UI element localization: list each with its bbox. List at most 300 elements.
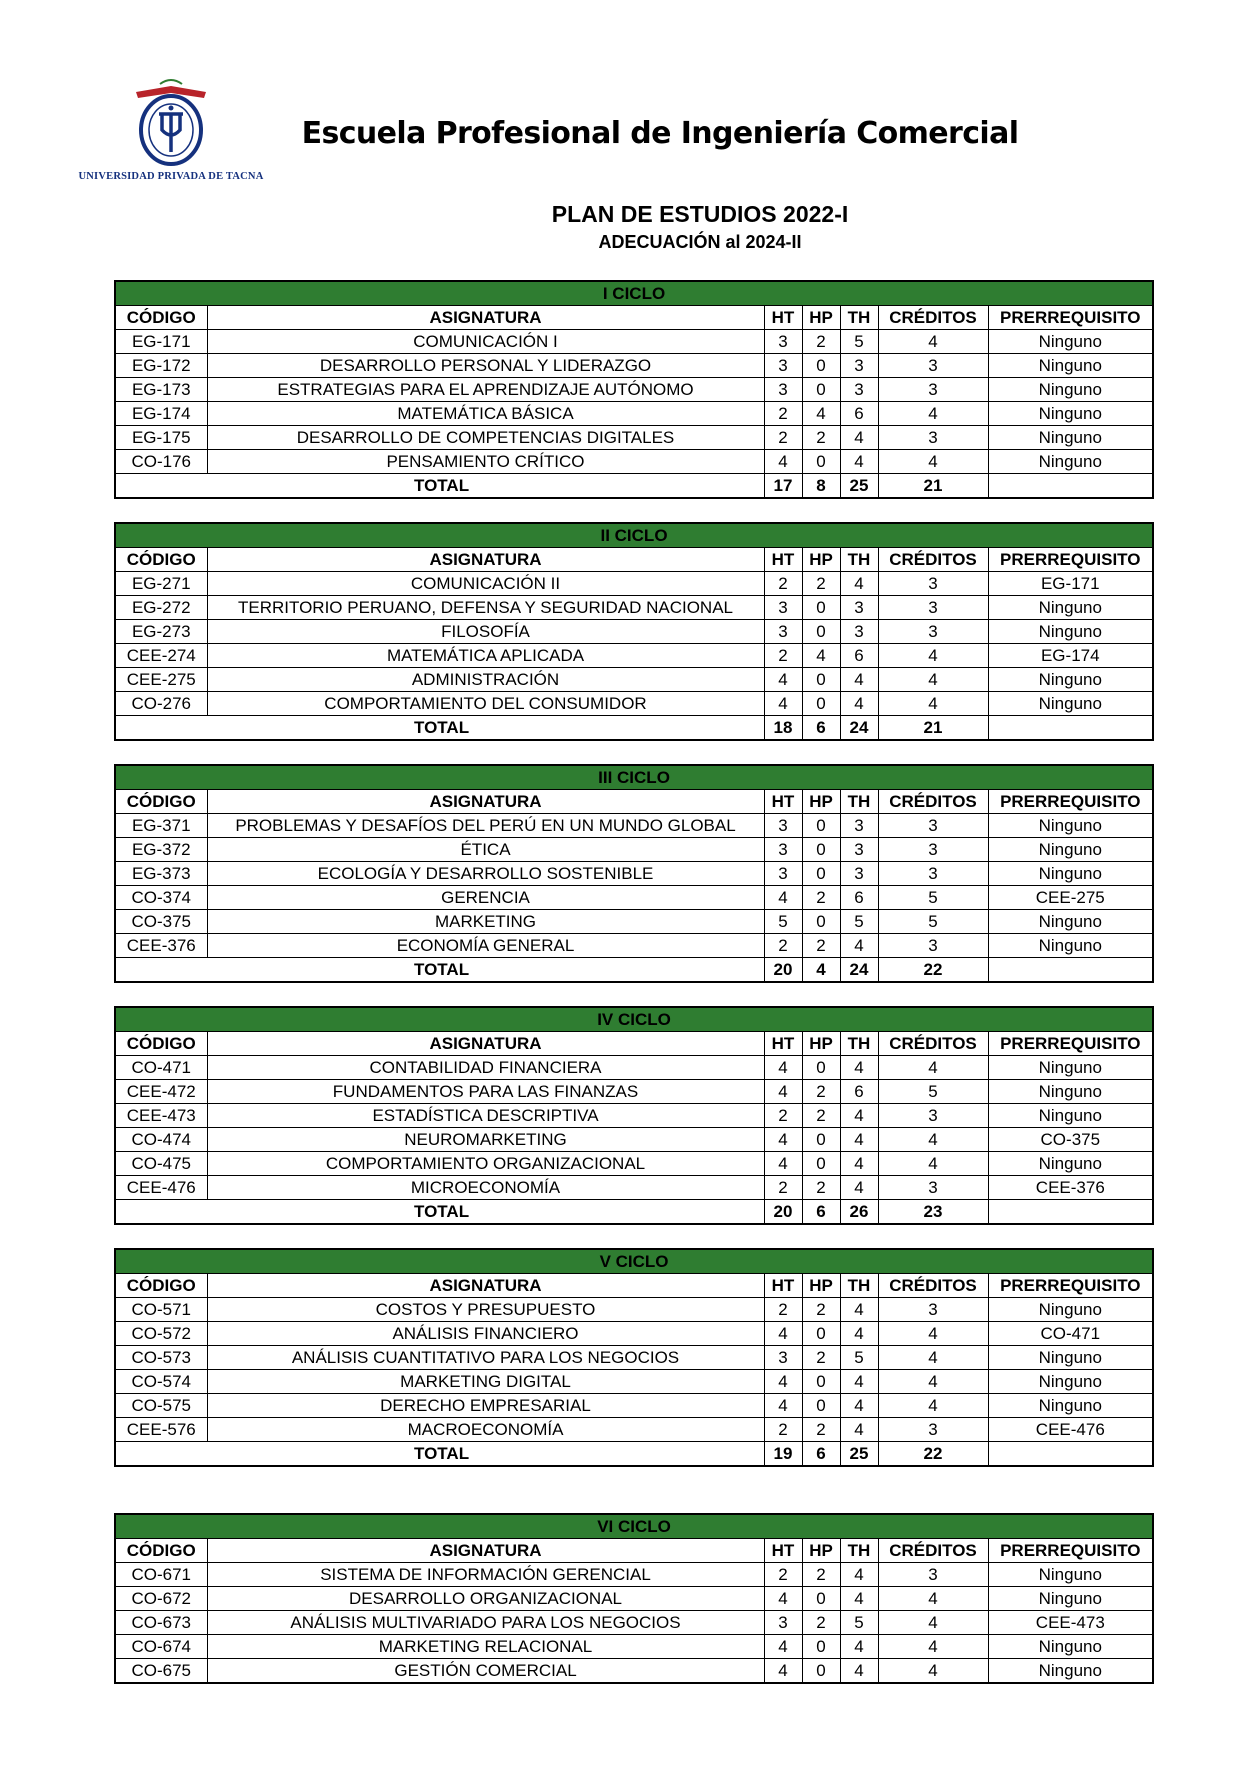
- cell-creditos: 3: [878, 354, 988, 378]
- cycle-title: VI CICLO: [115, 1514, 1153, 1539]
- cell-codigo: EG-175: [115, 426, 207, 450]
- table-row: [115, 354, 1153, 378]
- cell-th: 4: [840, 1176, 878, 1200]
- cell-prerrequisito: Ninguno: [988, 620, 1153, 644]
- cell-codigo: CO-673: [115, 1611, 207, 1635]
- cell-ht: 3: [764, 354, 802, 378]
- cell-creditos: 4: [878, 1322, 988, 1346]
- cell-prerrequisito: Ninguno: [988, 1152, 1153, 1176]
- column-header-creditos: CRÉDITOS: [878, 790, 988, 814]
- column-header-codigo: CÓDIGO: [115, 1274, 207, 1298]
- cycle-header: [115, 1514, 1153, 1539]
- total-prerrequisito-blank: [988, 474, 1153, 499]
- cell-creditos: 4: [878, 1152, 988, 1176]
- cell-ht: 2: [764, 1563, 802, 1587]
- cell-creditos: 3: [878, 934, 988, 958]
- cell-codigo: EG-172: [115, 354, 207, 378]
- cell-th: 4: [840, 1104, 878, 1128]
- total-hp: 4: [802, 958, 840, 983]
- total-ht: 20: [764, 958, 802, 983]
- cell-asignatura: ANÁLISIS FINANCIERO: [207, 1322, 764, 1346]
- adecuacion-subtitle: ADECUACIÓN al 2024-II: [598, 232, 802, 252]
- cycle-header: [115, 523, 1153, 548]
- cycle-title: I CICLO: [115, 281, 1153, 306]
- cell-creditos: 4: [878, 1611, 988, 1635]
- cell-codigo: CO-573: [115, 1346, 207, 1370]
- cell-ht: 2: [764, 1104, 802, 1128]
- university-crest-icon: [130, 78, 212, 170]
- cell-creditos: 3: [878, 862, 988, 886]
- cell-creditos: 4: [878, 1635, 988, 1659]
- cell-hp: 2: [802, 572, 840, 596]
- cell-ht: 3: [764, 596, 802, 620]
- column-header-creditos: CRÉDITOS: [878, 548, 988, 572]
- column-header-hp: HP: [802, 548, 840, 572]
- cell-asignatura: ANÁLISIS MULTIVARIADO PARA LOS NEGOCIOS: [207, 1611, 764, 1635]
- cell-creditos: 5: [878, 1080, 988, 1104]
- cell-prerrequisito: Ninguno: [988, 1298, 1153, 1322]
- cell-th: 4: [840, 1587, 878, 1611]
- total-label: TOTAL: [115, 1442, 764, 1467]
- total-row: [115, 1200, 1153, 1225]
- cell-creditos: 3: [878, 838, 988, 862]
- table-row: [115, 1080, 1153, 1104]
- column-header-th: TH: [840, 1274, 878, 1298]
- cell-creditos: 3: [878, 572, 988, 596]
- cell-hp: 4: [802, 402, 840, 426]
- column-header-ht: HT: [764, 1032, 802, 1056]
- cell-codigo: CO-176: [115, 450, 207, 474]
- column-header-th: TH: [840, 1539, 878, 1563]
- cell-codigo: CO-375: [115, 910, 207, 934]
- cell-hp: 2: [802, 1563, 840, 1587]
- cell-creditos: 4: [878, 1370, 988, 1394]
- total-prerrequisito-blank: [988, 958, 1153, 983]
- cell-hp: 2: [802, 1298, 840, 1322]
- total-row: [115, 716, 1153, 741]
- table-row: [115, 1563, 1153, 1587]
- cell-th: 4: [840, 1322, 878, 1346]
- cell-asignatura: PROBLEMAS Y DESAFÍOS DEL PERÚ EN UN MUNDO GLOBAL: [207, 814, 764, 838]
- cell-th: 3: [840, 354, 878, 378]
- cell-hp: 0: [802, 1587, 840, 1611]
- table-row: [115, 1104, 1153, 1128]
- column-header-asignatura: ASIGNATURA: [207, 1032, 764, 1056]
- cell-hp: 2: [802, 1346, 840, 1370]
- cell-prerrequisito: Ninguno: [988, 1587, 1153, 1611]
- cell-codigo: CO-276: [115, 692, 207, 716]
- cell-ht: 4: [764, 450, 802, 474]
- cell-hp: 0: [802, 378, 840, 402]
- cell-asignatura: MARKETING: [207, 910, 764, 934]
- cell-hp: 0: [802, 692, 840, 716]
- cell-hp: 2: [802, 330, 840, 354]
- cell-codigo: EG-271: [115, 572, 207, 596]
- cell-ht: 4: [764, 1056, 802, 1080]
- column-headers: [115, 1032, 1153, 1056]
- cell-codigo: CEE-376: [115, 934, 207, 958]
- column-header-creditos: CRÉDITOS: [878, 1274, 988, 1298]
- cycle-header: [115, 281, 1153, 306]
- cell-prerrequisito: Ninguno: [988, 1080, 1153, 1104]
- cell-asignatura: ADMINISTRACIÓN: [207, 668, 764, 692]
- cell-asignatura: MARKETING DIGITAL: [207, 1370, 764, 1394]
- cell-ht: 4: [764, 1370, 802, 1394]
- total-th: 26: [840, 1200, 878, 1225]
- cell-ht: 2: [764, 934, 802, 958]
- cell-codigo: EG-371: [115, 814, 207, 838]
- cell-ht: 3: [764, 1346, 802, 1370]
- cell-hp: 0: [802, 620, 840, 644]
- cell-asignatura: DESARROLLO ORGANIZACIONAL: [207, 1587, 764, 1611]
- cycle-title: II CICLO: [115, 523, 1153, 548]
- column-header-prerrequisito: PRERREQUISITO: [988, 790, 1153, 814]
- university-logo: [56, 78, 286, 184]
- cell-hp: 2: [802, 886, 840, 910]
- column-headers: [115, 1274, 1153, 1298]
- cell-ht: 4: [764, 1128, 802, 1152]
- cell-asignatura: COMUNICACIÓN I: [207, 330, 764, 354]
- cell-prerrequisito: Ninguno: [988, 862, 1153, 886]
- cell-asignatura: FILOSOFÍA: [207, 620, 764, 644]
- cell-codigo: CO-572: [115, 1322, 207, 1346]
- cell-prerrequisito: Ninguno: [988, 692, 1153, 716]
- total-row: [115, 474, 1153, 499]
- cell-hp: 0: [802, 596, 840, 620]
- cell-th: 4: [840, 1128, 878, 1152]
- cell-creditos: 4: [878, 330, 988, 354]
- table-row: [115, 910, 1153, 934]
- cell-asignatura: ESTRATEGIAS PARA EL APRENDIZAJE AUTÓNOMO: [207, 378, 764, 402]
- plan-title: PLAN DE ESTUDIOS 2022-I: [551, 201, 849, 227]
- cell-prerrequisito: Ninguno: [988, 1394, 1153, 1418]
- cell-codigo: CO-471: [115, 1056, 207, 1080]
- cell-hp: 2: [802, 1418, 840, 1442]
- cycle-title: IV CICLO: [115, 1007, 1153, 1032]
- cell-asignatura: GESTIÓN COMERCIAL: [207, 1659, 764, 1684]
- total-hp: 8: [802, 474, 840, 499]
- table-row: [115, 426, 1153, 450]
- cell-hp: 2: [802, 1611, 840, 1635]
- cell-codigo: CEE-472: [115, 1080, 207, 1104]
- table-row: [115, 692, 1153, 716]
- cell-th: 4: [840, 572, 878, 596]
- cell-th: 5: [840, 1611, 878, 1635]
- cell-asignatura: GERENCIA: [207, 886, 764, 910]
- cell-hp: 2: [802, 1104, 840, 1128]
- cell-ht: 4: [764, 1635, 802, 1659]
- column-header-hp: HP: [802, 1032, 840, 1056]
- column-header-prerrequisito: PRERREQUISITO: [988, 1274, 1153, 1298]
- cell-th: 3: [840, 838, 878, 862]
- cell-prerrequisito: Ninguno: [988, 1635, 1153, 1659]
- cell-ht: 2: [764, 402, 802, 426]
- cell-prerrequisito: Ninguno: [988, 402, 1153, 426]
- column-header-ht: HT: [764, 548, 802, 572]
- cell-hp: 0: [802, 354, 840, 378]
- cell-ht: 4: [764, 1659, 802, 1684]
- cell-th: 4: [840, 1635, 878, 1659]
- cell-asignatura: COMPORTAMIENTO DEL CONSUMIDOR: [207, 692, 764, 716]
- table-row: [115, 1418, 1153, 1442]
- column-header-creditos: CRÉDITOS: [878, 1032, 988, 1056]
- cell-asignatura: NEUROMARKETING: [207, 1128, 764, 1152]
- cell-asignatura: DESARROLLO DE COMPETENCIAS DIGITALES: [207, 426, 764, 450]
- table-row: [115, 838, 1153, 862]
- column-header-ht: HT: [764, 1274, 802, 1298]
- cell-ht: 3: [764, 814, 802, 838]
- cycle-title: V CICLO: [115, 1249, 1153, 1274]
- cell-hp: 0: [802, 1635, 840, 1659]
- cell-hp: 0: [802, 1370, 840, 1394]
- column-header-prerrequisito: PRERREQUISITO: [988, 306, 1153, 330]
- column-header-hp: HP: [802, 1274, 840, 1298]
- column-header-th: TH: [840, 306, 878, 330]
- cell-prerrequisito: EG-171: [988, 572, 1153, 596]
- cell-th: 3: [840, 814, 878, 838]
- table-row: [115, 862, 1153, 886]
- cell-codigo: CEE-274: [115, 644, 207, 668]
- cycle-header: [115, 1007, 1153, 1032]
- cell-th: 4: [840, 1563, 878, 1587]
- cell-creditos: 4: [878, 450, 988, 474]
- cell-prerrequisito: Ninguno: [988, 596, 1153, 620]
- cell-ht: 3: [764, 862, 802, 886]
- column-header-hp: HP: [802, 790, 840, 814]
- cell-codigo: CEE-576: [115, 1418, 207, 1442]
- total-label: TOTAL: [115, 958, 764, 983]
- cell-codigo: CO-575: [115, 1394, 207, 1418]
- total-label: TOTAL: [115, 716, 764, 741]
- cell-th: 5: [840, 1346, 878, 1370]
- cell-ht: 2: [764, 1418, 802, 1442]
- column-header-creditos: CRÉDITOS: [878, 306, 988, 330]
- cell-hp: 0: [802, 1659, 840, 1684]
- cell-th: 6: [840, 644, 878, 668]
- cell-codigo: EG-173: [115, 378, 207, 402]
- cell-creditos: 3: [878, 1104, 988, 1128]
- cell-creditos: 4: [878, 1128, 988, 1152]
- table-row: [115, 644, 1153, 668]
- cell-hp: 2: [802, 934, 840, 958]
- cell-creditos: 4: [878, 644, 988, 668]
- cell-ht: 2: [764, 572, 802, 596]
- cell-prerrequisito: Ninguno: [988, 378, 1153, 402]
- total-creditos: 21: [878, 716, 988, 741]
- cell-ht: 4: [764, 668, 802, 692]
- column-header-codigo: CÓDIGO: [115, 1032, 207, 1056]
- table-row: [115, 330, 1153, 354]
- column-header-asignatura: ASIGNATURA: [207, 1274, 764, 1298]
- total-hp: 6: [802, 1200, 840, 1225]
- cell-creditos: 4: [878, 668, 988, 692]
- cell-prerrequisito: Ninguno: [988, 1659, 1153, 1684]
- cell-asignatura: ÉTICA: [207, 838, 764, 862]
- cell-ht: 2: [764, 1298, 802, 1322]
- table-row: [115, 1322, 1153, 1346]
- cell-hp: 0: [802, 1128, 840, 1152]
- column-headers: [115, 790, 1153, 814]
- column-header-creditos: CRÉDITOS: [878, 1539, 988, 1563]
- cell-creditos: 3: [878, 1563, 988, 1587]
- cell-th: 4: [840, 1418, 878, 1442]
- cell-th: 4: [840, 934, 878, 958]
- table-row: [115, 450, 1153, 474]
- cell-asignatura: ECONOMÍA GENERAL: [207, 934, 764, 958]
- column-header-asignatura: ASIGNATURA: [207, 790, 764, 814]
- cell-prerrequisito: Ninguno: [988, 1346, 1153, 1370]
- cell-ht: 4: [764, 1152, 802, 1176]
- cell-codigo: CO-674: [115, 1635, 207, 1659]
- cell-asignatura: DERECHO EMPRESARIAL: [207, 1394, 764, 1418]
- column-header-hp: HP: [802, 1539, 840, 1563]
- cell-codigo: CO-574: [115, 1370, 207, 1394]
- cycle-header: [115, 1249, 1153, 1274]
- cell-th: 4: [840, 1152, 878, 1176]
- cell-th: 4: [840, 1659, 878, 1684]
- cell-th: 4: [840, 1298, 878, 1322]
- cell-asignatura: COSTOS Y PRESUPUESTO: [207, 1298, 764, 1322]
- cell-th: 4: [840, 668, 878, 692]
- cell-codigo: CO-475: [115, 1152, 207, 1176]
- column-headers: [115, 1539, 1153, 1563]
- cell-creditos: 3: [878, 1418, 988, 1442]
- cell-ht: 4: [764, 1587, 802, 1611]
- column-headers: [115, 306, 1153, 330]
- total-creditos: 23: [878, 1200, 988, 1225]
- cell-th: 5: [840, 330, 878, 354]
- cell-creditos: 5: [878, 886, 988, 910]
- cell-hp: 0: [802, 814, 840, 838]
- cell-asignatura: MACROECONOMÍA: [207, 1418, 764, 1442]
- total-label: TOTAL: [115, 1200, 764, 1225]
- column-headers: [115, 548, 1153, 572]
- column-header-codigo: CÓDIGO: [115, 1539, 207, 1563]
- cell-creditos: 4: [878, 1394, 988, 1418]
- total-creditos: 22: [878, 958, 988, 983]
- cell-prerrequisito: Ninguno: [988, 668, 1153, 692]
- cell-hp: 2: [802, 426, 840, 450]
- cell-asignatura: DESARROLLO PERSONAL Y LIDERAZGO: [207, 354, 764, 378]
- cell-codigo: CO-374: [115, 886, 207, 910]
- total-th: 24: [840, 716, 878, 741]
- cell-codigo: CO-671: [115, 1563, 207, 1587]
- cell-creditos: 3: [878, 426, 988, 450]
- cell-prerrequisito: Ninguno: [988, 814, 1153, 838]
- cell-ht: 3: [764, 1611, 802, 1635]
- cycle-title: III CICLO: [115, 765, 1153, 790]
- cycle-table: [114, 1006, 1154, 1225]
- column-header-codigo: CÓDIGO: [115, 306, 207, 330]
- total-hp: 6: [802, 1442, 840, 1467]
- table-row: [115, 1659, 1153, 1684]
- total-ht: 18: [764, 716, 802, 741]
- cell-th: 3: [840, 862, 878, 886]
- cell-ht: 4: [764, 886, 802, 910]
- column-header-ht: HT: [764, 790, 802, 814]
- cell-codigo: CO-675: [115, 1659, 207, 1684]
- total-prerrequisito-blank: [988, 1442, 1153, 1467]
- cell-th: 4: [840, 1056, 878, 1080]
- total-prerrequisito-blank: [988, 716, 1153, 741]
- cell-codigo: EG-273: [115, 620, 207, 644]
- table-row: [115, 934, 1153, 958]
- table-row: [115, 402, 1153, 426]
- cell-asignatura: MARKETING RELACIONAL: [207, 1635, 764, 1659]
- cell-ht: 3: [764, 620, 802, 644]
- cell-codigo: EG-171: [115, 330, 207, 354]
- university-name: UNIVERSIDAD PRIVADA DE TACNA: [78, 171, 264, 182]
- cell-ht: 3: [764, 838, 802, 862]
- total-ht: 20: [764, 1200, 802, 1225]
- cycle-table: [114, 1248, 1154, 1467]
- cell-asignatura: MICROECONOMÍA: [207, 1176, 764, 1200]
- cycle-table: [114, 280, 1154, 499]
- cell-asignatura: MATEMÁTICA BÁSICA: [207, 402, 764, 426]
- cell-asignatura: ANÁLISIS CUANTITATIVO PARA LOS NEGOCIOS: [207, 1346, 764, 1370]
- table-row: [115, 1587, 1153, 1611]
- cell-codigo: EG-174: [115, 402, 207, 426]
- cell-ht: 4: [764, 1394, 802, 1418]
- total-hp: 6: [802, 716, 840, 741]
- table-row: [115, 1370, 1153, 1394]
- cell-asignatura: COMUNICACIÓN II: [207, 572, 764, 596]
- cell-th: 6: [840, 886, 878, 910]
- cell-th: 5: [840, 910, 878, 934]
- cell-hp: 0: [802, 668, 840, 692]
- cell-th: 4: [840, 450, 878, 474]
- cycle-header: [115, 765, 1153, 790]
- cell-creditos: 4: [878, 1346, 988, 1370]
- total-ht: 17: [764, 474, 802, 499]
- column-header-th: TH: [840, 548, 878, 572]
- cell-th: 6: [840, 1080, 878, 1104]
- cell-creditos: 4: [878, 1587, 988, 1611]
- cell-th: 4: [840, 692, 878, 716]
- table-row: [115, 1394, 1153, 1418]
- cycle-table: [114, 764, 1154, 983]
- cell-asignatura: COMPORTAMIENTO ORGANIZACIONAL: [207, 1152, 764, 1176]
- cell-asignatura: PENSAMIENTO CRÍTICO: [207, 450, 764, 474]
- cell-codigo: EG-372: [115, 838, 207, 862]
- table-row: [115, 620, 1153, 644]
- cell-ht: 2: [764, 426, 802, 450]
- cell-ht: 2: [764, 1176, 802, 1200]
- cell-hp: 0: [802, 862, 840, 886]
- table-row: [115, 378, 1153, 402]
- cell-hp: 0: [802, 1322, 840, 1346]
- cell-prerrequisito: Ninguno: [988, 1563, 1153, 1587]
- column-header-prerrequisito: PRERREQUISITO: [988, 548, 1153, 572]
- cell-hp: 2: [802, 1080, 840, 1104]
- cell-codigo: CO-474: [115, 1128, 207, 1152]
- cell-hp: 0: [802, 1394, 840, 1418]
- cell-creditos: 4: [878, 1056, 988, 1080]
- column-header-asignatura: ASIGNATURA: [207, 548, 764, 572]
- cell-ht: 4: [764, 1322, 802, 1346]
- cell-asignatura: FUNDAMENTOS PARA LAS FINANZAS: [207, 1080, 764, 1104]
- cell-asignatura: ECOLOGÍA Y DESARROLLO SOSTENIBLE: [207, 862, 764, 886]
- cell-prerrequisito: Ninguno: [988, 934, 1153, 958]
- cell-prerrequisito: CO-375: [988, 1128, 1153, 1152]
- cell-hp: 2: [802, 1176, 840, 1200]
- cell-hp: 0: [802, 1152, 840, 1176]
- cell-prerrequisito: EG-174: [988, 644, 1153, 668]
- cell-prerrequisito: Ninguno: [988, 910, 1153, 934]
- column-header-asignatura: ASIGNATURA: [207, 1539, 764, 1563]
- column-header-asignatura: ASIGNATURA: [207, 306, 764, 330]
- table-row: [115, 1176, 1153, 1200]
